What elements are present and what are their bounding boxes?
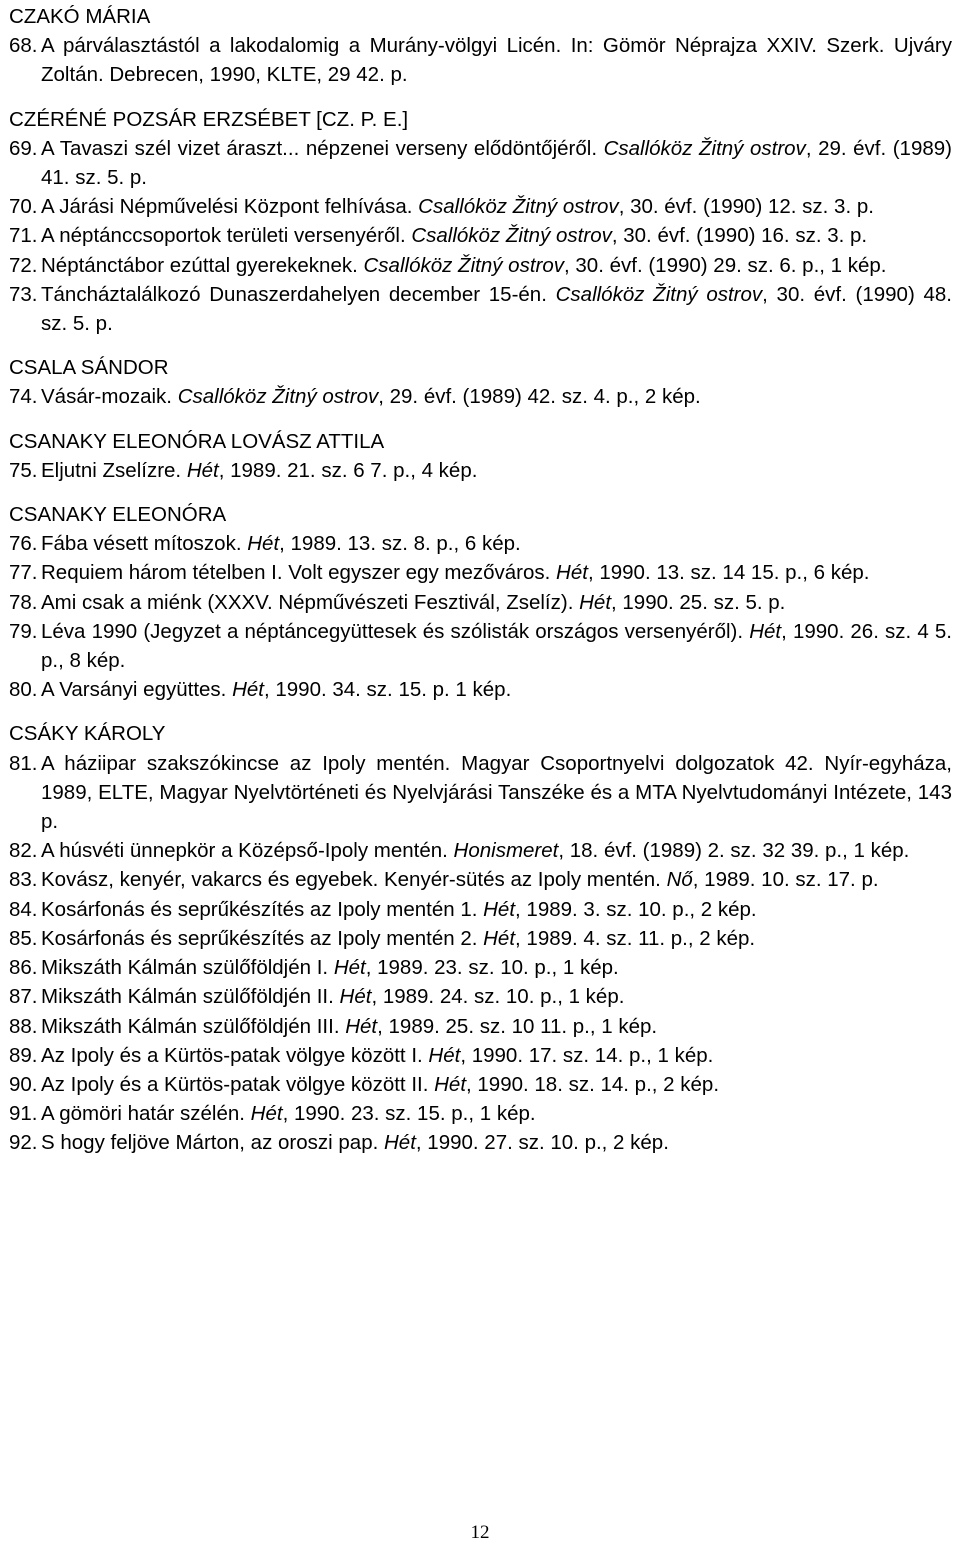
entry-text: A gömöri határ szélén. — [41, 1102, 251, 1126]
entry-text: , 1989. 4. sz. 11. p., 2 kép. — [515, 926, 756, 950]
entry-text: A párválasztástól a lakodalomig a Murány-völgyi Licén. In: Gömör Néprajza XXIV. Szerk. Ujváry Zoltán. Debrecen, 1990, KLTE, 29 42. p. — [41, 34, 952, 87]
entry-number: 68. — [9, 34, 38, 58]
journal-title: Csallóköz Žitný ostrov — [411, 224, 612, 248]
journal-title: Hét — [232, 678, 264, 702]
entry-text: A háziipar szakszókincse az Ipoly mentén. Magyar Csoportnyelvi dolgozatok 42. Nyír-egyháza, 1989, ELTE, Magyar Nyelvtörténeti és Nyelvjárási Tanszéke és a MTA Nyelvtudományi Intézete, 143 p. — [41, 751, 952, 834]
bibliography-entry — [9, 953, 952, 982]
journal-title: Hét — [247, 532, 280, 556]
bibliography-entry — [9, 982, 952, 1011]
journal-title: Hét — [384, 1131, 416, 1155]
entry-number: 92. — [9, 1131, 38, 1155]
bibliography — [9, 2, 952, 1158]
journal-title: Hét — [434, 1072, 467, 1096]
entry-number: 88. — [9, 1014, 38, 1038]
entry-text: , 1990. 34. sz. 15. p. 1 kép. — [263, 678, 512, 702]
entry-number: 83. — [9, 868, 38, 892]
entry-number: 75. — [9, 458, 38, 482]
author-section — [9, 500, 952, 704]
entry-text: , 30. évf. (1990) 29. sz. 6. p., 1 kép. — [564, 253, 887, 277]
entry-text: Vásár-mozaik. — [41, 385, 178, 409]
journal-title: Hét — [749, 619, 782, 643]
entry-text: , 1989. 25. sz. 10 11. p., 1 kép. — [377, 1014, 658, 1038]
entry-text: , 1989. 3. sz. 10. p., 2 kép. — [515, 897, 757, 921]
entry-text: A húsvéti ünnepkör a Középső-Ipoly mentén. — [41, 839, 454, 863]
entry-text: A Tavaszi szél vizet áraszt... népzenei verseny elődöntőjéről. — [41, 136, 604, 160]
bibliography-entry — [9, 529, 952, 558]
entry-text: , 1989. 21. sz. 6 7. p., 4 kép. — [218, 458, 478, 482]
entry-text: , 30. évf. (1990) 12. sz. 3. p. — [618, 195, 874, 219]
entry-text: , 1989. 23. sz. 10. p., 1 kép. — [365, 956, 619, 980]
entry-text: Néptánctábor ezúttal gyerekeknek. — [41, 253, 364, 277]
entry-number: 72. — [9, 253, 38, 277]
bibliography-entry — [9, 251, 952, 280]
entry-text: Az Ipoly és a Kürtös-patak völgye között I. — [41, 1043, 429, 1067]
entry-number: 80. — [9, 678, 38, 702]
journal-title: Hét — [250, 1102, 283, 1126]
entry-text: Táncháztalálkozó Dunaszerdahelyen december 15-én. — [41, 282, 556, 306]
entry-text: , 1990. 26. sz. 4 5. p., 8 kép. — [41, 619, 953, 673]
entry-text: , 29. évf. (1989) 41. sz. 5. p. — [41, 136, 952, 190]
entry-text: Fába vésett mítoszok. — [41, 532, 248, 556]
bibliography-entry — [9, 1070, 952, 1099]
bibliography-entry — [9, 895, 952, 924]
entry-number: 86. — [9, 956, 38, 980]
entry-number: 70. — [9, 195, 38, 219]
entry-number: 69. — [9, 136, 38, 160]
bibliography-entry — [9, 749, 952, 837]
author-section — [9, 719, 952, 1157]
entry-text: , 1990. 23. sz. 15. p., 1 kép. — [282, 1102, 536, 1126]
entry-number: 76. — [9, 532, 38, 556]
entry-number: 91. — [9, 1102, 38, 1126]
bibliography-entry — [9, 134, 952, 192]
bibliography-entry — [9, 1128, 952, 1157]
entry-text: , 30. évf. (1990) 48. sz. 5. p. — [41, 282, 952, 336]
journal-title: Hét — [345, 1014, 378, 1038]
author-heading: CZÉRÉNÉ POZSÁR ERZSÉBET [CZ. P. E.] — [9, 107, 409, 131]
author-section — [9, 105, 952, 339]
bibliography-entry — [9, 1041, 952, 1070]
entry-text: Kosárfonás és seprűkészítés az Ipoly mentén 2. — [41, 926, 484, 950]
entry-text: , 1990. 27. sz. 10. p., 2 kép. — [415, 1131, 669, 1155]
entry-text: Ami csak a miénk (XXXV. Népművészeti Fesztivál, Zselíz). — [41, 590, 580, 614]
entry-text: Eljutni Zselízre. — [41, 458, 187, 482]
entry-text: Mikszáth Kálmán szülőföldjén I. — [41, 956, 334, 980]
bibliography-entry — [9, 1012, 952, 1041]
entry-text: , 1989. 10. sz. 17. p. — [692, 868, 879, 892]
journal-title: Hét — [186, 458, 219, 482]
entry-number: 78. — [9, 590, 38, 614]
entry-text: Mikszáth Kálmán szülőföldjén III. — [41, 1014, 346, 1038]
entry-number: 71. — [9, 224, 38, 248]
author-section — [9, 353, 952, 411]
entry-number: 85. — [9, 926, 38, 950]
entry-number: 87. — [9, 985, 38, 1009]
entry-number: 89. — [9, 1043, 38, 1067]
journal-title: Hét — [579, 590, 612, 614]
entry-text: , 1989. 24. sz. 10. p., 1 kép. — [371, 985, 625, 1009]
bibliography-entry — [9, 456, 952, 485]
entry-text: Kovász, kenyér, vakarcs és egyebek. Kenyér-sütés az Ipoly mentén. — [41, 868, 667, 892]
entry-text: , 1990. 25. sz. 5. p. — [611, 590, 786, 614]
journal-title: Csallóköz Žitný ostrov — [418, 195, 619, 219]
journal-title: Hét — [483, 926, 516, 950]
entry-text: Requiem három tételben I. Volt egyszer egy mezőváros. — [41, 561, 557, 585]
author-heading: CSANAKY ELEONÓRA — [9, 503, 227, 527]
bibliography-entry — [9, 865, 952, 894]
bibliography-entry — [9, 617, 952, 675]
journal-title: Csallóköz Žitný ostrov — [603, 136, 806, 160]
entry-text: A Varsányi együttes. — [41, 678, 233, 702]
entry-number: 77. — [9, 561, 38, 585]
author-section — [9, 2, 952, 90]
journal-title: Hét — [556, 561, 588, 585]
bibliography-entry — [9, 280, 952, 338]
entry-text: Az Ipoly és a Kürtös-patak völgye között II. — [41, 1072, 435, 1096]
entry-text: , 1989. 13. sz. 8. p., 6 kép. — [279, 532, 521, 556]
bibliography-entry — [9, 924, 952, 953]
journal-title: Hét — [339, 985, 372, 1009]
entry-text: S hogy feljöve Márton, az oroszi pap. — [41, 1131, 384, 1155]
entry-text: , 1990. 13. sz. 14 15. p., 6 kép. — [587, 561, 870, 585]
author-heading: CSANAKY ELEONÓRA LOVÁSZ ATTILA — [9, 429, 385, 453]
entry-number: 74. — [9, 385, 38, 409]
journal-title: Hét — [428, 1043, 461, 1067]
journal-title: Hét — [483, 897, 516, 921]
page-number: 12 — [470, 1522, 490, 1543]
entry-text: Mikszáth Kálmán szülőföldjén II. — [41, 985, 340, 1009]
journal-title: Csallóköz Žitný ostrov — [555, 282, 763, 306]
journal-title: Hét — [333, 956, 366, 980]
bibliography-entry — [9, 221, 952, 250]
entry-number: 84. — [9, 897, 38, 921]
entry-number: 79. — [9, 619, 38, 643]
entry-text: A néptánccsoportok területi versenyéről. — [41, 224, 412, 248]
entry-text: , 30. évf. (1990) 16. sz. 3. p. — [611, 224, 868, 248]
bibliography-entry — [9, 675, 952, 704]
bibliography-entry — [9, 382, 952, 411]
entry-number: 81. — [9, 751, 38, 775]
bibliography-entry — [9, 192, 952, 221]
entry-number: 73. — [9, 282, 38, 306]
journal-title: Nő — [666, 868, 693, 892]
bibliography-entry — [9, 31, 952, 89]
journal-title: Honismeret — [453, 839, 559, 863]
entry-text: A Járási Népművelési Központ felhívása. — [41, 195, 419, 219]
journal-title: Csallóköz Žitný ostrov — [363, 253, 565, 277]
bibliography-entry — [9, 588, 952, 617]
entry-number: 82. — [9, 839, 38, 863]
entry-text: , 1990. 18. sz. 14. p., 2 kép. — [466, 1072, 720, 1096]
bibliography-entry — [9, 836, 952, 865]
author-heading: CZAKÓ MÁRIA — [9, 5, 151, 28]
author-heading: CSÁKY KÁROLY — [9, 722, 166, 746]
entry-text: , 1990. 17. sz. 14. p., 1 kép. — [460, 1043, 714, 1067]
entry-text: Kosárfonás és seprűkészítés az Ipoly mentén 1. — [41, 897, 484, 921]
author-heading: CSALA SÁNDOR — [9, 356, 169, 380]
bibliography-entry — [9, 558, 952, 587]
journal-title: Csallóköz Žitný ostrov — [177, 385, 379, 409]
entry-text: Léva 1990 (Jegyzet a néptáncegyüttesek és szólisták országos versenyéről). — [41, 619, 750, 643]
bibliography-entry — [9, 1099, 952, 1128]
entry-text: , 18. évf. (1989) 2. sz. 32 39. p., 1 kép. — [558, 839, 910, 863]
author-section — [9, 427, 952, 485]
entry-number: 90. — [9, 1072, 38, 1096]
entry-text: , 29. évf. (1989) 42. sz. 4. p., 2 kép. — [378, 385, 701, 409]
